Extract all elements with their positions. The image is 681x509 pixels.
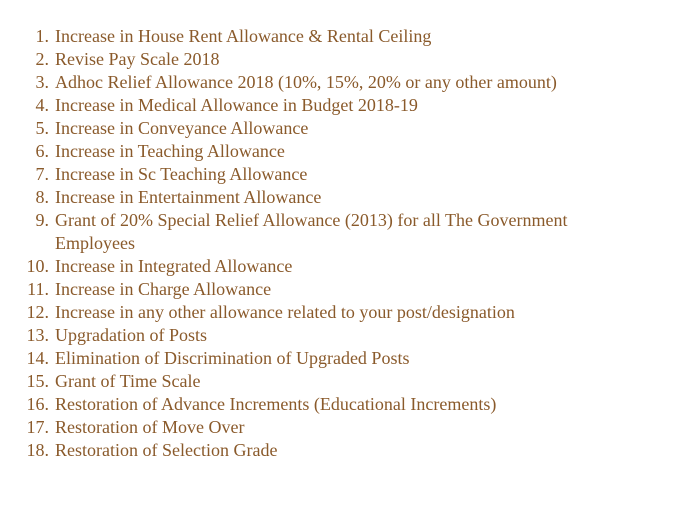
list-item-text: Increase in Entertainment Allowance xyxy=(55,187,322,207)
list-item xyxy=(0,186,681,209)
list-item xyxy=(0,324,681,347)
list-item-text: Grant of 20% Special Relief Allowance (2013) for all The Government Employees xyxy=(55,210,568,253)
list-item xyxy=(0,370,681,393)
list-item-text: Increase in Conveyance Allowance xyxy=(55,118,309,138)
list-item-number: 16. xyxy=(26,394,49,414)
list-item-text: Increase in House Rent Allowance & Rental Ceiling xyxy=(55,26,432,46)
list-item xyxy=(0,347,681,370)
list-item xyxy=(0,301,681,324)
list-item-text: Increase in Medical Allowance in Budget 2018-19 xyxy=(55,95,418,115)
list-item-text: Increase in Integrated Allowance xyxy=(55,256,293,276)
list-item-text: Revise Pay Scale 2018 xyxy=(55,49,220,69)
list-item-number: 1. xyxy=(35,26,49,46)
list-item-text: Grant of Time Scale xyxy=(55,371,201,391)
list-item-number: 14. xyxy=(26,348,49,368)
list-item-number: 11. xyxy=(27,279,49,299)
list-item-text: Increase in any other allowance related to your post/designation xyxy=(55,302,515,322)
list-item xyxy=(0,117,681,140)
list-item xyxy=(0,255,681,278)
list-item-number: 13. xyxy=(26,325,49,345)
list-item-number: 2. xyxy=(35,49,49,69)
list-item xyxy=(0,71,681,94)
list-item xyxy=(0,278,681,301)
list-item-number: 9. xyxy=(35,210,49,230)
list-item xyxy=(0,209,681,255)
list-item-number: 15. xyxy=(26,371,49,391)
list-item-number: 6. xyxy=(35,141,49,161)
list-item-text: Restoration of Selection Grade xyxy=(55,440,278,460)
list-item xyxy=(0,416,681,439)
list-item xyxy=(0,163,681,186)
list-item xyxy=(0,393,681,416)
list-item-number: 12. xyxy=(26,302,49,322)
list-item-number: 10. xyxy=(26,256,49,276)
list-item xyxy=(0,140,681,163)
list-item-number: 7. xyxy=(35,164,49,184)
list-item-text: Upgradation of Posts xyxy=(55,325,207,345)
demands-list xyxy=(0,25,681,462)
list-item-number: 5. xyxy=(35,118,49,138)
list-item-number: 4. xyxy=(35,95,49,115)
list-item xyxy=(0,94,681,117)
list-item-text: Increase in Charge Allowance xyxy=(55,279,272,299)
list-item-text: Increase in Sc Teaching Allowance xyxy=(55,164,308,184)
list-item-text: Restoration of Advance Increments (Educational Increments) xyxy=(55,394,497,414)
list-item-text: Adhoc Relief Allowance 2018 (10%, 15%, 20% or any other amount) xyxy=(55,72,557,92)
list-item-text: Restoration of Move Over xyxy=(55,417,245,437)
list-item xyxy=(0,439,681,462)
list-item-number: 18. xyxy=(26,440,49,460)
list-item-number: 17. xyxy=(26,417,49,437)
list-item xyxy=(0,25,681,48)
list-item-text: Elimination of Discrimination of Upgraded Posts xyxy=(55,348,410,368)
list-item-number: 3. xyxy=(35,72,49,92)
list-item-number: 8. xyxy=(35,187,49,207)
list-item xyxy=(0,48,681,71)
list-item-text: Increase in Teaching Allowance xyxy=(55,141,285,161)
